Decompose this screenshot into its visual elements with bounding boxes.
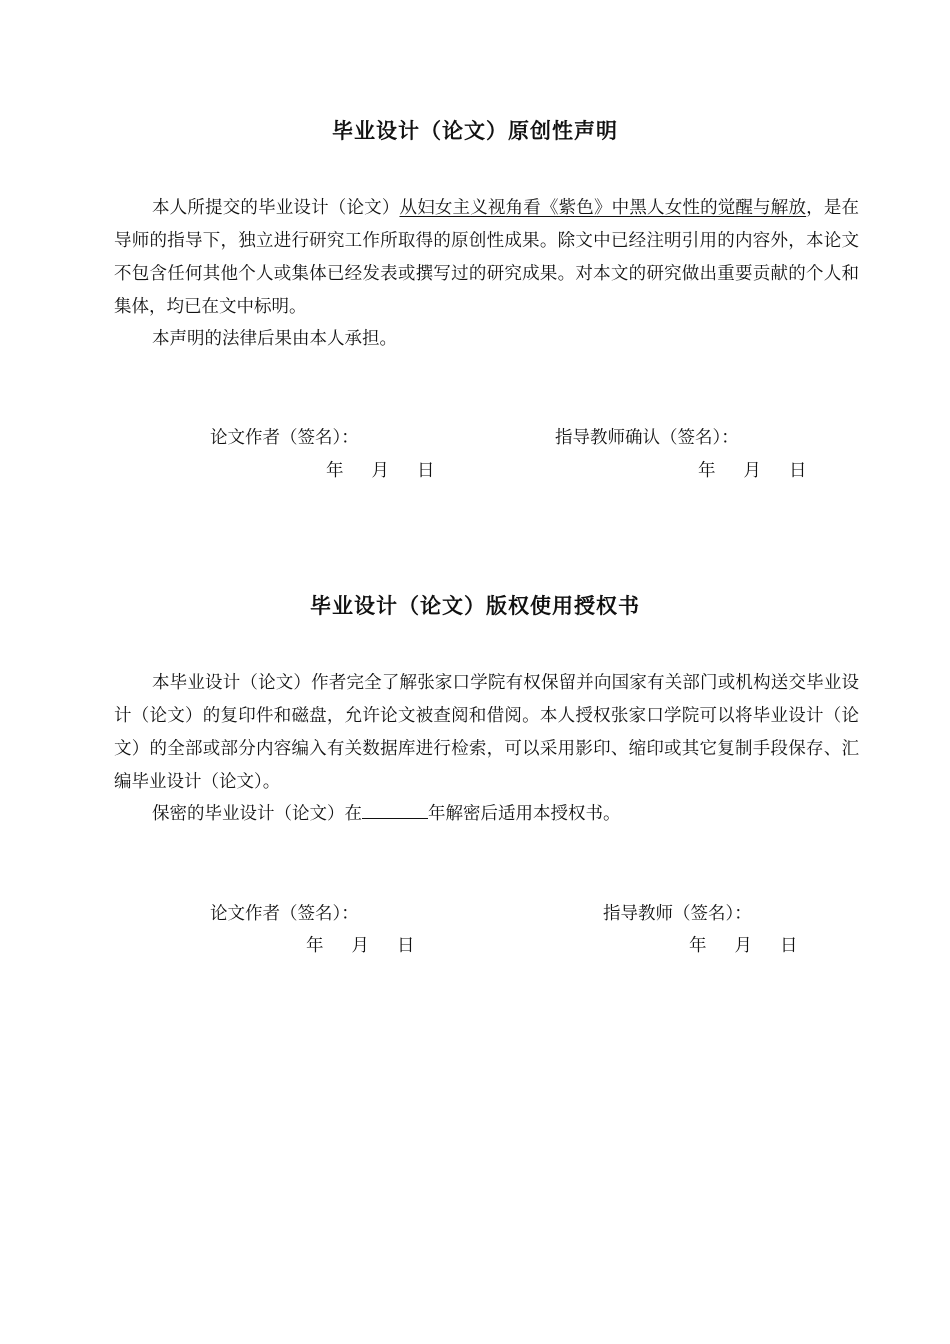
date-month: 月 (743, 461, 761, 481)
originality-paragraph-1 (114, 192, 859, 324)
date-year: 年 (326, 461, 344, 481)
originality-author-signature-label: 论文作者（签名）： (210, 428, 359, 448)
copyright-para2-suffix: 年解密后适用本授权书。 (428, 804, 621, 824)
originality-paragraph-2: 本声明的法律后果由本人承担。 (152, 329, 397, 349)
date-year: 年 (306, 936, 324, 956)
copyright-author-signature-label: 论文作者（签名）： (210, 904, 359, 924)
originality-title: 毕业设计（论文）原创性声明 (332, 119, 618, 143)
originality-advisor-date (698, 457, 807, 482)
copyright-advisor-date (689, 932, 798, 957)
originality-para1-prefix: 本人所提交的毕业设计（论文） (152, 198, 400, 218)
copyright-title: 毕业设计（论文）版权使用授权书 (310, 594, 640, 618)
copyright-author-date (306, 932, 415, 957)
date-year: 年 (698, 461, 716, 481)
date-day: 日 (397, 936, 415, 956)
date-month: 月 (351, 936, 369, 956)
date-day: 日 (780, 936, 798, 956)
originality-para1-suffix: ，是在导师的指导下，独立进行研究工作所取得的原创性成果。除文中已经注明引用的内容外，本论文不包含任何其他个人或集体已经发表或撰写过的研究成果。对本文的研究做出重要贡献的个人和集体，均已在文中标明。 (114, 198, 860, 317)
date-month: 月 (734, 936, 752, 956)
date-year: 年 (689, 936, 707, 956)
declassify-year-blank[interactable] (362, 802, 428, 819)
copyright-para2-prefix: 保密的毕业设计（论文）在 (152, 804, 362, 824)
date-day: 日 (789, 461, 807, 481)
copyright-advisor-signature-label: 指导教师（签名）： (603, 904, 752, 924)
originality-author-date (326, 457, 435, 482)
date-day: 日 (417, 461, 435, 481)
date-month: 月 (371, 461, 389, 481)
originality-advisor-signature-label: 指导教师确认（签名）： (555, 428, 739, 448)
copyright-paragraph-2 (114, 798, 859, 831)
copyright-paragraph-1: 本毕业设计（论文）作者完全了解张家口学院有权保留并向国家有关部门或机构送交毕业设计（论文）的复印件和磁盘，允许论文被查阅和借阅。本人授权张家口学院可以将毕业设计（论文）的全部或部分内容编入有关数据库进行检索，可以采用影印、缩印或其它复制手段保存、汇编毕业设计（论文）。 (114, 673, 859, 792)
thesis-title: 从妇女主义视角看《紫色》中黑人女性的觉醒与解放 (399, 198, 807, 218)
